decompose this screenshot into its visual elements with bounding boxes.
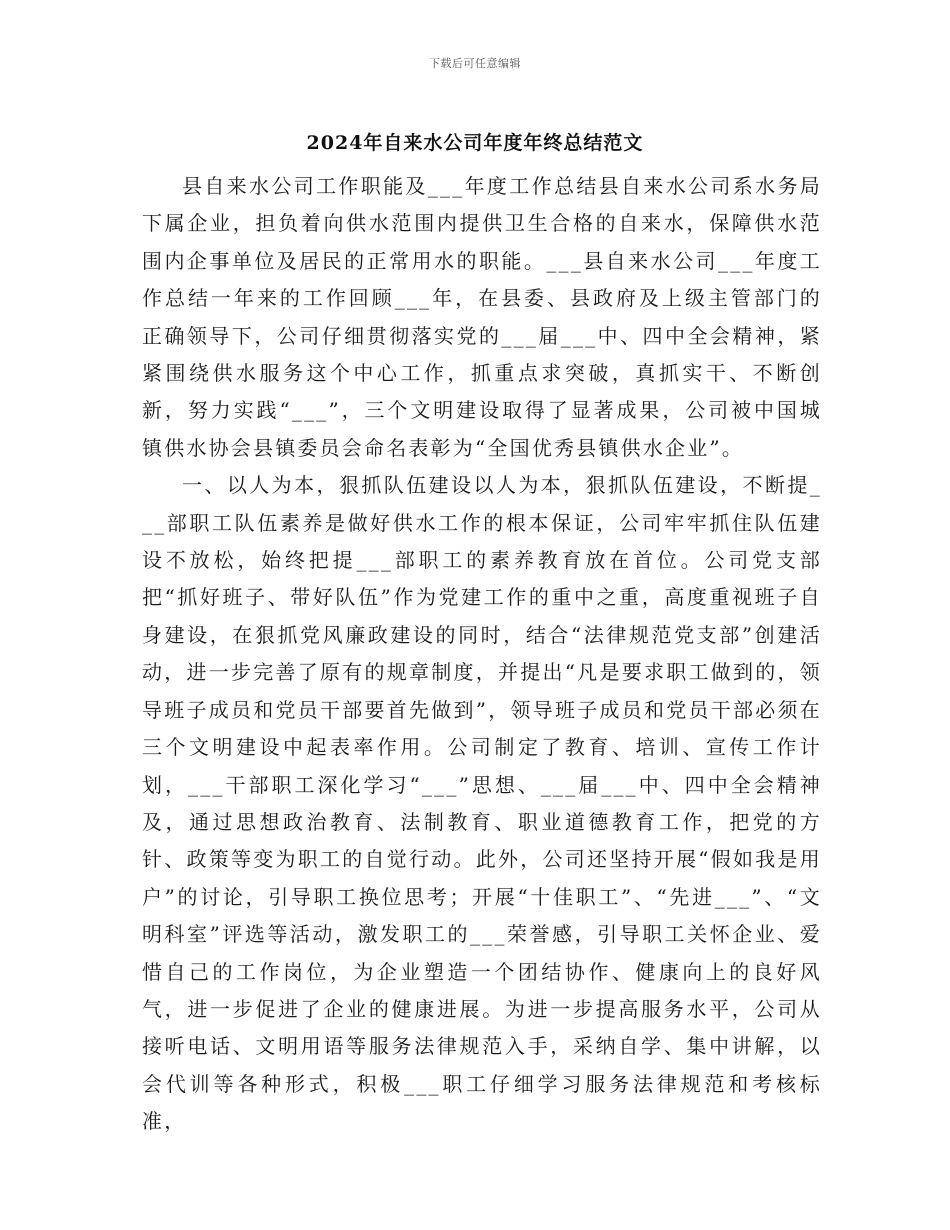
paragraph-section-one: 一、以人为本，狠抓队伍建设以人为本，狠抓队伍建设，不断提___部职工队伍素养是做好供水工作的根本保证，公司牢牢抓住队伍建设不放松，始终把提___部职工的素养教育放在首位。公司党支部把“抓好班子、带好队伍”作为党建工作的重中之重，高度重视班子自身建设，在狠抓党风廉政建设的同时，结合“法律规范党支部”创建活动，进一步完善了原有的规章制度，并提出“凡是要求职工做到的，领导班子成员和党员干部要首先做到”，领导班子成员和党员干部必须在三个文明建设中起表率作用。公司制定了教育、培训、宣传工作计划，___干部职工深化学习“___”思想、___届___中、四中全会精神及，通过思想政治教育、法制教育、职业道德教育工作，把党的方针、政策等变为职工的自觉行动。此外，公司还坚持开展“假如我是用户”的讨论，引导职工换位思考；开展“十佳职工”、“先进___”、“文明科室”评选等活动，激发职工的___荣誉感，引导职工关怀企业、爱惜自己的工作岗位，为企业塑造一个团结协作、健康向上的良好风气，进一步促进了企业的健康进展。为进一步提高服务水平，公司从接听电话、文明用语等服务法律规范入手，采纳自学、集中讲解，以会代训等各种形式，积极___职工仔细学习服务法律规范和考核标准，	[142, 473, 822, 1134]
document-title: 2024年自来水公司年度年终总结范文	[306, 132, 644, 154]
paragraph-intro: 县自来水公司工作职能及___年度工作总结县自来水公司系水务局下属企业，担负着向供水范围内提供卫生合格的自来水，保障供水范围内企事单位及居民的正常用水的职能。___县自来水公司___年度工作总结一年来的工作回顾___年，在县委、县政府及上级主管部门的正确领导下，公司仔细贯彻落实党的___届___中、四中全会精神，紧紧围绕供水服务这个中心工作，抓重点求突破，真抓实干、不断创新，努力实践“___”，三个文明建设取得了显著成果，公司被中国城镇供水协会县镇委员会命名表彰为“全国优秀县镇供水企业”。	[142, 174, 822, 460]
document-body	[142, 168, 822, 1141]
header-note: 下载后可任意编辑	[429, 57, 521, 70]
